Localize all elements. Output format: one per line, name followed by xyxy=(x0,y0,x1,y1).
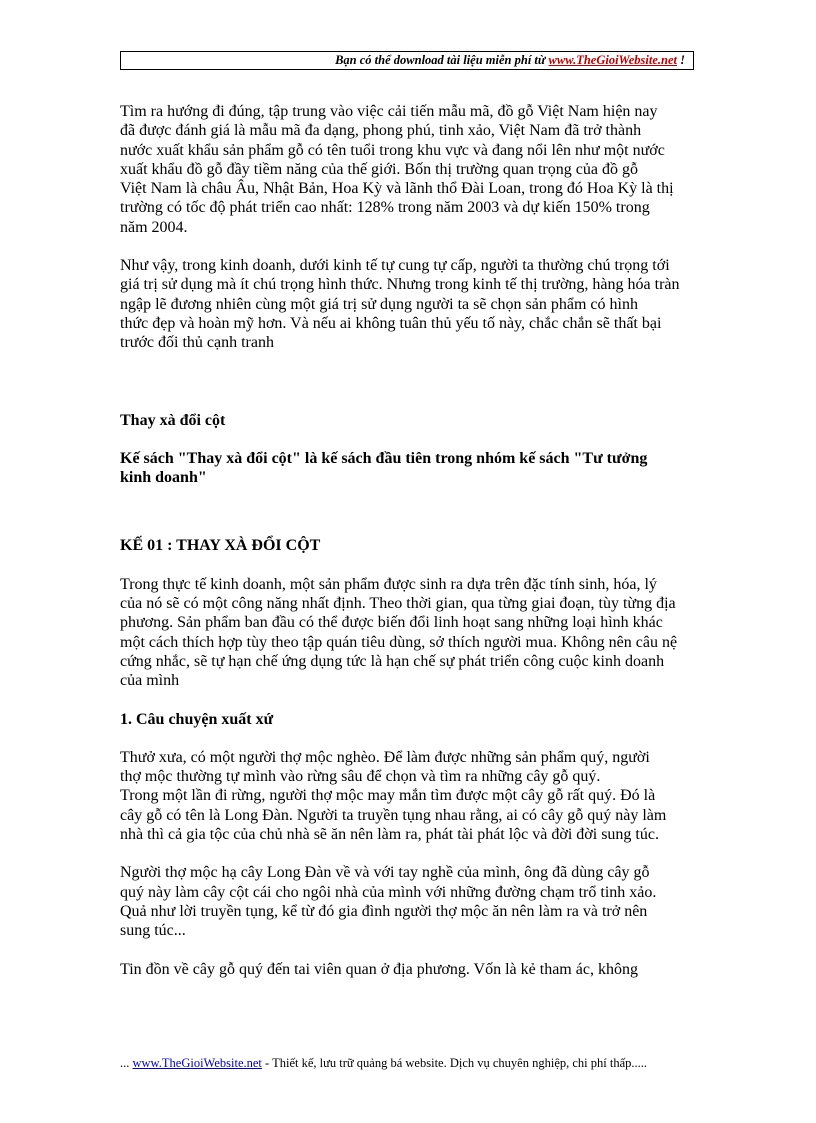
subheading-origin-story: 1. Câu chuyện xuất xứ xyxy=(120,710,274,728)
banner-website-link[interactable]: www.TheGioiWebsite.net xyxy=(548,53,677,67)
footer-text: - Thiết kế, lưu trữ quảng bá website. Dịch vụ chuyên nghiệp, chi phí thấp..... xyxy=(261,1056,648,1070)
paragraph-wood-export: Tìm ra hướng đi đúng, tập trung vào việc cải tiến mẫu mã, đồ gỗ Việt Nam hiện nay đã được đánh giá là mẫu mã đa dạng, phong phú, tinh xảo, Việt Nam đã trở thành nước xuất khẩu sản phẩm gỗ có tên tuổi trong khu vực và đang nổi lên như một nước xuất khẩu đồ gỗ đầy tiềm năng của thế giới. Bốn thị trường quan trọng của đồ gỗ Việt Nam là châu Âu, Nhật Bản, Hoa Kỳ và lãnh thổ Đài Loan, trong đó Hoa Kỳ là thị trường có tốc độ phát triển cao nhất: 128% trong năm 2003 và dự kiến 150% trong năm 2004. xyxy=(120,103,674,236)
paragraph-carpenter-story: Thưở xưa, có một người thợ mộc nghèo. Để làm được những sản phẩm quý, người thợ mộc thường tự mình vào rừng sâu để chọn và tìm ra những cây gỗ quý. Trong một lần đi rừng, người thợ mộc may mắn tìm được một cây gỗ rất quý. Đó là cây gỗ có tên là Long Đàn. Người ta truyền tụng nhau rằng, ai có cây gỗ quý này làm nhà thì cả gia tộc của chủ nhà sẽ ăn nên làm ra, phát tài phát lộc và đời đời sung túc. xyxy=(120,748,667,844)
section-title-thay-xa-doi-cot: Thay xà đổi cột xyxy=(120,411,226,429)
banner-text: Bạn có thể download tài liệu miễn phí từ xyxy=(335,53,549,67)
paragraph-long-dan-tree: Người thợ mộc hạ cây Long Đàn về và với tay nghề của mình, ông đã dùng cây gỗ quý này làm cây cột cái cho ngôi nhà của mình với những đường chạm trổ tinh xảo. Quả như lời truyền tụng, kể từ đó gia đình người thợ mộc ăn nên làm ra và trở nên sung túc... xyxy=(120,864,657,940)
paragraph-rumor: Tin đồn về cây gỗ quý đến tai viên quan ở địa phương. Vốn là kẻ tham ác, không xyxy=(120,960,638,978)
document-body xyxy=(120,102,700,979)
paragraph-market-economy: Như vậy, trong kinh doanh, dưới kinh tế tự cung tự cấp, người ta thường chú trọng tới giá trị sử dụng mà ít chú trọng hình thức. Nhưng trong kinh tế thị trường, hàng hóa tràn ngập lẽ đương nhiên cùng một giá trị sử dụng người ta sẽ chọn sản phẩm có hình thức đẹp và hoàn mỹ hơn. Và nếu ai không tuân thủ yếu tố này, chắc chắn sẽ thất bại trước đối thủ cạnh tranh xyxy=(120,257,680,352)
footer-website-link[interactable]: www.TheGioiWebsite.net xyxy=(132,1056,262,1070)
paragraph-business-reality: Trong thực tế kinh doanh, một sản phẩm được sinh ra dựa trên đặc tính sinh, hóa, lý của nó sẽ có một công năng nhất định. Theo thời gian, qua từng giai đoạn, tùy từng địa phương. Sản phẩm ban đầu có thể được biến đổi linh hoạt sang những loại hình khác một cách thích hợp tùy theo tập quán tiêu dùng, sở thích người mua. Không nên câu nệ cứng nhắc, sẽ tự hạn chế ứng dụng tức là hạn chế sự phát triển công cuộc kinh doanh của mình xyxy=(120,575,678,690)
page-footer xyxy=(120,1056,700,1071)
chapter-heading-ke-01: KẾ 01 : THAY XÀ ĐỔI CỘT xyxy=(120,537,321,555)
download-banner xyxy=(120,51,694,70)
section-subtitle-ke-sach: Kế sách "Thay xà đổi cột" là kế sách đầu tiên trong nhóm kế sách "Tư tưởng kinh doanh" xyxy=(120,449,648,487)
banner-exclamation: ! xyxy=(677,53,685,67)
footer-ellipsis: ... xyxy=(120,1056,133,1070)
